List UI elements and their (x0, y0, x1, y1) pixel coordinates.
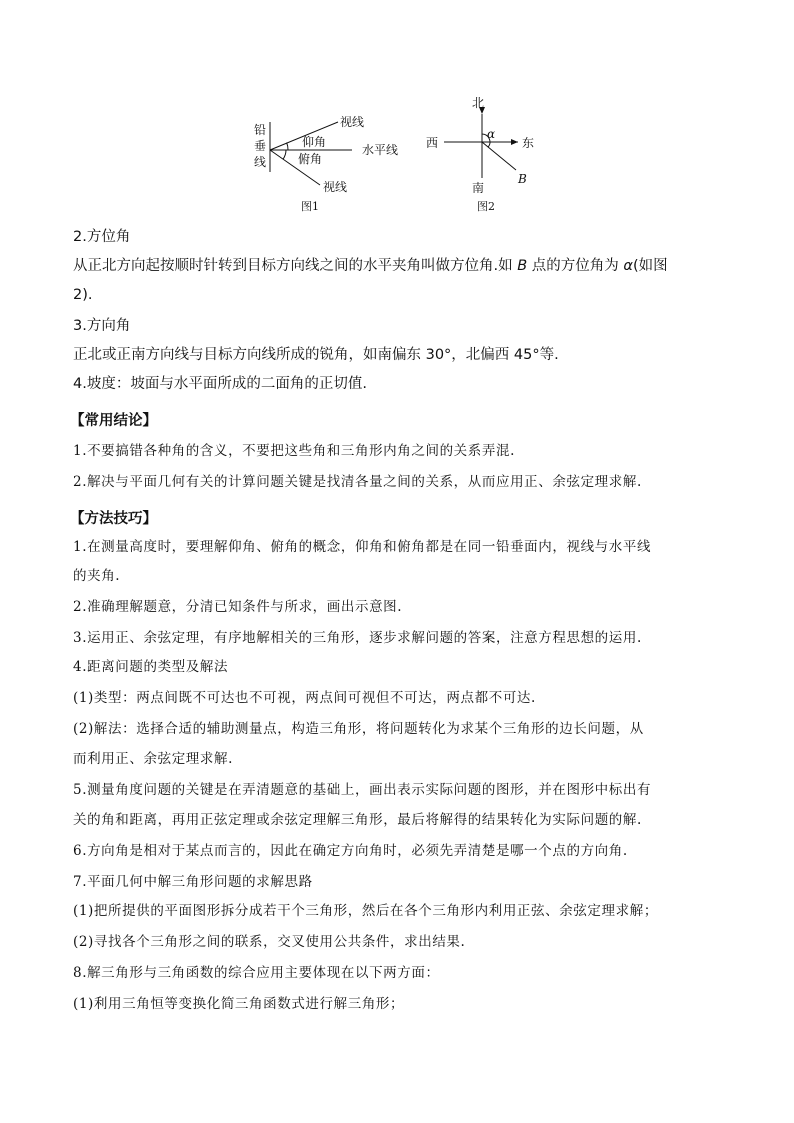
section-2-line-2: 2). (73, 287, 93, 303)
method-6: 6.方向角是相对于某点而言的，因此在确定方向角时，必须先弄清楚是哪一个点的方向角. (73, 843, 628, 859)
figure-1-caption: 图1 (301, 200, 319, 213)
depression-arc (283, 150, 286, 159)
method-2: 2.准确理解题意，分清已知条件与所求，画出示意图. (73, 599, 403, 615)
method-4-type: (1)类型：两点间既不可达也不可视，两点间可视但不可达，两点都不可达. (73, 690, 536, 706)
figure-2-caption: 图2 (477, 200, 495, 213)
label-south: 南 (472, 181, 485, 195)
label-plumb-2: 垂 (254, 139, 267, 153)
method-4: 4.距离问题的类型及解法 (73, 659, 229, 675)
figure-2-azimuth (420, 92, 540, 202)
text-fragment: (如图 (632, 258, 668, 274)
section-2-title: 2.方位角 (73, 229, 131, 245)
conclusion-2: 2.解决与平面几何有关的计算问题关键是找清各量之间的关系，从而应用正、余弦定理求解. (73, 474, 642, 490)
method-4-solution-line-1: (2)解法：选择合适的辅助测量点，构造三角形，将问题转化为求某个三角形的边长问题，从 (73, 721, 644, 737)
text-fragment: 从正北方向起按顺时针转到目标方向线之间的水平夹角叫做方位角.如 (73, 258, 518, 274)
elevation-arc (287, 143, 288, 150)
section-4-line-1: 4.坡度：坡面与水平面所成的二面角的正切值. (73, 376, 367, 392)
conclusion-1: 1.不要搞错各种角的含义，不要把这些角和三角形内角之间的关系弄混. (73, 443, 515, 459)
point-b-italic: B (517, 258, 528, 274)
section-3-line-1: 正北或正南方向线与目标方向线所成的锐角，如南偏东 30°，北偏西 45°等. (73, 347, 559, 363)
methods-heading: 【方法技巧】 (70, 510, 157, 527)
label-east: 东 (522, 136, 535, 150)
method-7-step-1: (1)把所提供的平面图形拆分成若干个三角形，然后在各个三角形内利用正弦、余弦定理求解； (73, 903, 658, 919)
label-plumb-3: 线 (254, 155, 267, 169)
figure-1-elevation-depression (250, 108, 415, 208)
label-point-b: B (518, 172, 527, 186)
label-alpha: α (487, 127, 496, 141)
alpha-italic: α (623, 258, 633, 274)
label-depression-angle: 俯角 (298, 152, 323, 166)
label-plumb-1: 铅 (254, 123, 267, 137)
label-west: 西 (426, 136, 439, 150)
direction-line-b (482, 142, 516, 170)
method-4-solution-line-2: 而利用正、余弦定理求解. (73, 751, 233, 767)
label-elevation-angle: 仰角 (302, 135, 327, 149)
method-7-step-2: (2)寻找各个三角形之间的联系，交叉使用公共条件，求出结果. (73, 934, 466, 950)
label-horizontal: 水平线 (362, 143, 399, 157)
method-1-line-2: 的夹角. (73, 568, 121, 584)
section-2-line-1 (73, 257, 668, 275)
conclusions-heading: 【常用结论】 (70, 412, 157, 429)
method-1-line-1: 1.在测量高度时，要理解仰角、俯角的概念，仰角和俯角都是在同一铅垂面内，视线与水平线 (73, 539, 652, 555)
text-fragment: 点的方位角为 (527, 258, 624, 274)
method-7: 7.平面几何中解三角形问题的求解思路 (73, 874, 313, 890)
section-3-title: 3.方向角 (73, 318, 131, 334)
label-north: 北 (472, 96, 485, 110)
method-5-line-2: 关的角和距离，再用正弦定理或余弦定理解三角形，最后将解得的结果转化为实际问题的解. (73, 812, 642, 828)
label-sight-up: 视线 (340, 115, 365, 129)
label-sight-down: 视线 (323, 180, 348, 194)
method-5-line-1: 5.测量角度问题的关键是在弄清题意的基础上，画出表示实际问题的图形，并在图形中标出有 (73, 782, 652, 798)
method-8-item-1: (1)利用三角恒等变换化简三角函数式进行解三角形； (73, 996, 405, 1012)
method-8: 8.解三角形与三角函数的综合应用主要体现在以下两方面： (73, 965, 440, 981)
method-3: 3.运用正、余弦定理，有序地解相关的三角形，逐步求解问题的答案，注意方程思想的运用. (73, 630, 642, 646)
